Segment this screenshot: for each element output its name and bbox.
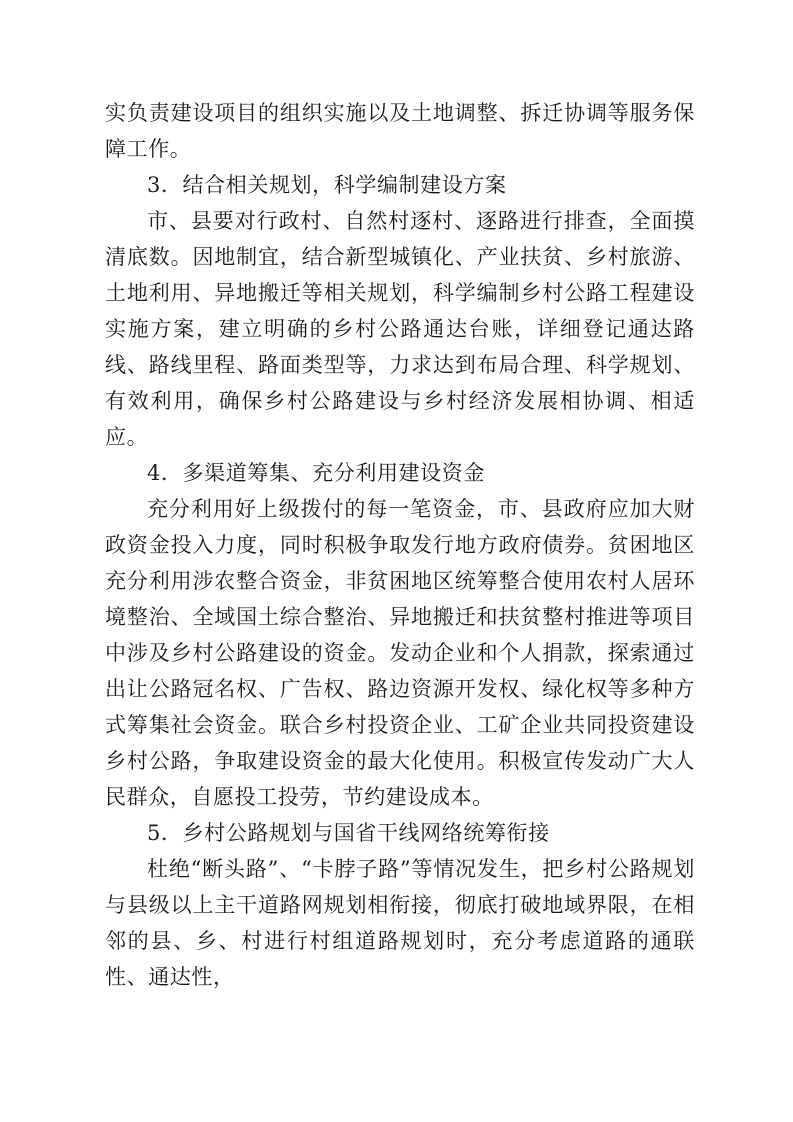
paragraph-network: 杜绝“断头路”、“卡脖子路”等情况发生，把乡村公路规划与县级以上主干道路网规划相衔接，彻底打破地域界限，在相邻的县、乡、村进行村组道路规划时，充分考虑道路的通联性、通达性， <box>105 857 695 989</box>
section-heading-3: 3．结合相关规划，科学编制建设方案 <box>147 173 507 197</box>
paragraph-funding: 充分利用好上级拨付的每一笔资金，市、县政府应加大财政资金投入力度，同时积极争取发行地方政府债券。贫困地区充分利用涉农整合资金，非贫困地区统筹整合使用农村人居环境整治、全域国土综合整治、异地搬迁和扶贫整村推进等项目中涉及乡村公路建设的资金。发动企业和个人捐款，探索通过出让公路冠名权、广告权、路边资源开发权、绿化权等多种方式筹集社会资金。联合乡村投资企业、工矿企业共同投资建设乡村公路，争取建设资金的最大化使用。积极宣传发动广大人民群众，自愿投工投劳，节约建设成本。 <box>105 497 695 809</box>
document-body <box>105 95 695 995</box>
section-heading-4: 4．多渠道筹集、充分利用建设资金 <box>147 461 485 485</box>
section-heading-5: 5．乡村公路规划与国省干线网络统筹衔接 <box>147 821 550 845</box>
paragraph-planning: 市、县要对行政村、自然村逐村、逐路进行排查，全面摸清底数。因地制宜，结合新型城镇化、产业扶贫、乡村旅游、土地利用、异地搬迁等相关规划，科学编制乡村公路工程建设实施方案，建立明确的乡村公路通达台账，详细登记通达路线、路线里程、路面类型等，力求达到布局合理、科学规划、有效利用，确保乡村公路建设与乡村经济发展相协调、相适应。 <box>105 209 695 449</box>
paragraph-continuation: 实负责建设项目的组织实施以及土地调整、拆迁协调等服务保障工作。 <box>105 101 695 161</box>
